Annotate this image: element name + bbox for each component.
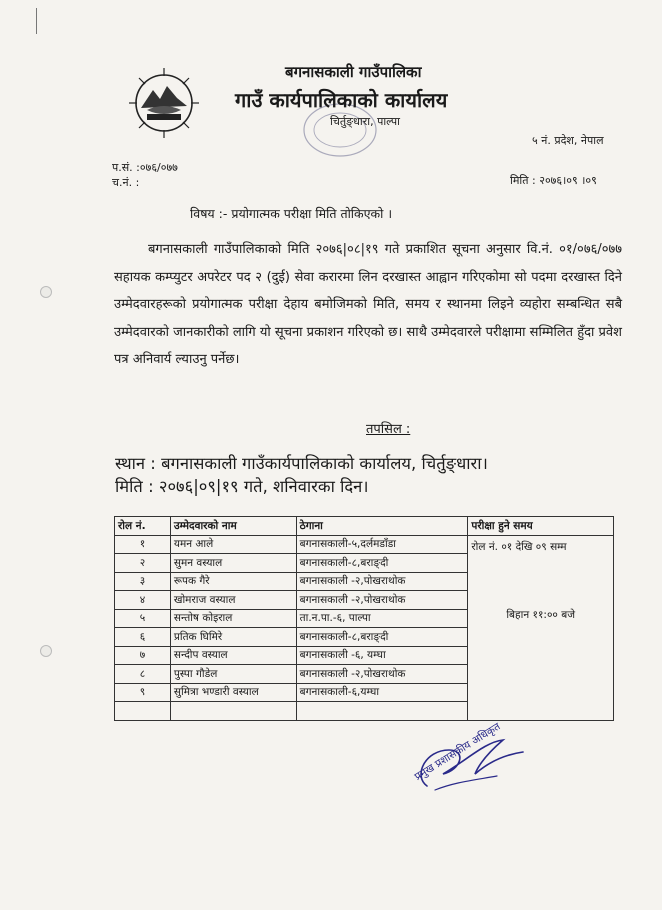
exam-venue: स्थान : बगनासकाली गाउँकार्यपालिकाको कार्यालय, चिर्तुङ्धारा। bbox=[115, 454, 488, 473]
roll-cell: २ bbox=[115, 554, 171, 573]
column-header: परीक्षा हुने समय bbox=[468, 517, 614, 536]
address-cell: बगनासकाली -२,पोखराथोक bbox=[296, 591, 468, 610]
roll-cell bbox=[115, 702, 171, 721]
address-cell: बगनासकाली -२,पोखराथोक bbox=[296, 572, 468, 591]
notice-body bbox=[114, 236, 622, 374]
exam-date: मिति : २०७६|०९|१९ गते, शनिवारका दिन। bbox=[115, 477, 369, 496]
table-header-row bbox=[115, 517, 614, 536]
schedule-time: बिहान ११:०० बजे bbox=[506, 608, 576, 621]
address-cell: बगनासकाली-८,बराङ्दी bbox=[296, 554, 468, 573]
name-cell: पुस्पा गौडेल bbox=[170, 665, 296, 684]
address-cell: बगनासकाली-८,बराङ्दी bbox=[296, 628, 468, 647]
punch-hole-bottom bbox=[40, 645, 52, 657]
letter-number: प.सं. :०७६/०७७ bbox=[112, 161, 178, 174]
schedule-range: रोल नं. ०१ देखि ०९ सम्म bbox=[471, 540, 567, 553]
details-heading: तपसिल : bbox=[366, 422, 411, 437]
address-cell: बगनासकाली -२,पोखराथोक bbox=[296, 665, 468, 684]
column-header: उम्मेदवारको नाम bbox=[170, 517, 296, 536]
roll-cell: ८ bbox=[115, 665, 171, 684]
roll-cell: ४ bbox=[115, 591, 171, 610]
name-cell: सन्दीप वस्याल bbox=[170, 646, 296, 665]
roll-cell: ९ bbox=[115, 683, 171, 702]
name-cell: प्रतिक घिमिरे bbox=[170, 628, 296, 647]
nepal-emblem-icon bbox=[127, 66, 201, 140]
province-label: ५ नं. प्रदेश, नेपाल bbox=[532, 134, 604, 147]
letter-date: मिति : २०७६।०९ ।०९ bbox=[510, 174, 597, 187]
address-cell: ता.न.पा.-६, पाल्पा bbox=[296, 609, 468, 628]
roll-cell: ३ bbox=[115, 572, 171, 591]
roll-cell: १ bbox=[115, 535, 171, 554]
column-header: रोल नं. bbox=[115, 517, 171, 536]
subject-line: विषय :- प्रयोगात्मक परीक्षा मिति तोकिएको । bbox=[190, 206, 393, 221]
edge-mark bbox=[36, 8, 37, 34]
name-cell bbox=[170, 702, 296, 721]
name-cell: सुमित्रा भण्डारी वस्याल bbox=[170, 683, 296, 702]
notice-body-text: बगनासकाली गाउँपालिकाको मिति २०७६|०८|१९ गते प्रकाशित सूचना अनुसार वि.नं. ०१/०७६/०७७ सहायक कम्प्युटर अपरेटर पद २ (दुई) सेवा करारमा लिन दरखास्त आह्वान गरिएकोमा सो पदमा दरखास्त दिने उम्मेदवारहरूको प्रयोगात्मक परीक्षा देहाय बमोजिमको मिति, समय र स्थानमा लिइने व्यहोरा सम्बन्धित सबै उम्मेदवारको जानकारीको लागि यो सूचना प्रकाशन गरिएको छ। साथै उम्मेदवारले परीक्षामा सम्मिलित हुँदा प्रवेश पत्र अनिवार्य ल्याउनु पर्नेछ। bbox=[114, 242, 622, 367]
office-name: गाउँ कार्यपालिकाको कार्यालय bbox=[235, 88, 448, 112]
name-cell: यमन आले bbox=[170, 535, 296, 554]
name-cell: रूपक गैरे bbox=[170, 572, 296, 591]
name-cell: खोमराज वस्याल bbox=[170, 591, 296, 610]
address-cell: बगनासकाली -६, यम्घा bbox=[296, 646, 468, 665]
punch-hole-top bbox=[40, 286, 52, 298]
address-cell bbox=[296, 702, 468, 721]
roll-cell: ६ bbox=[115, 628, 171, 647]
signatory-title: प्रमुख प्रशासकीय अधिकृत bbox=[412, 720, 503, 784]
office-address: चिर्तुङ्धारा, पाल्पा bbox=[330, 115, 400, 128]
org-name: बगनासकाली गाउँपालिका bbox=[285, 63, 422, 81]
dispatch-number: च.नं. : bbox=[112, 176, 140, 189]
address-cell: बगनासकाली-६,यम्घा bbox=[296, 683, 468, 702]
name-cell: सुमन वस्याल bbox=[170, 554, 296, 573]
column-header: ठेगाना bbox=[296, 517, 468, 536]
name-cell: सन्तोष कोइराल bbox=[170, 609, 296, 628]
candidate-table bbox=[114, 516, 614, 721]
table-row bbox=[115, 535, 614, 554]
address-cell: बगनासकाली-५,दर्लमडाँडा bbox=[296, 535, 468, 554]
schedule-cell bbox=[468, 535, 614, 720]
roll-cell: ७ bbox=[115, 646, 171, 665]
roll-cell: ५ bbox=[115, 609, 171, 628]
